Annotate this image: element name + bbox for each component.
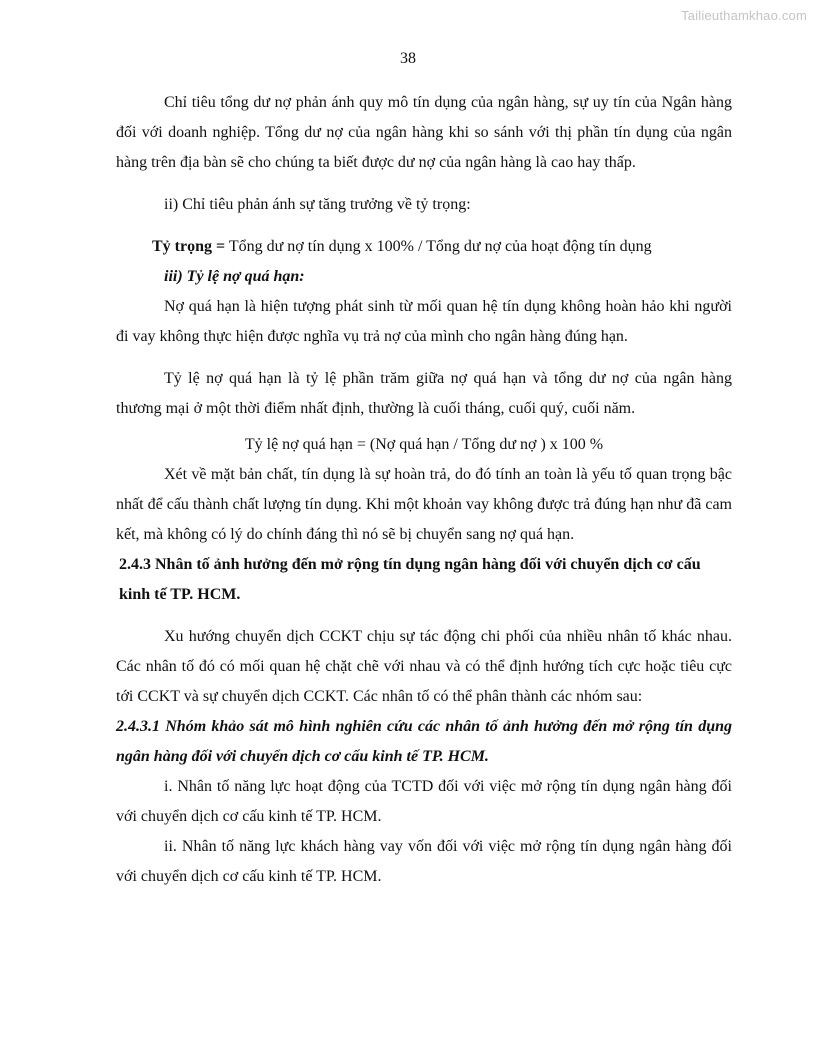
list-item-ii: ii. Nhân tố năng lực khách hàng vay vốn đối với việc mở rộng tín dụng ngân hàng đối với chuyển dịch cơ cấu kinh tế TP. HCM. <box>116 838 732 885</box>
paragraph-total-debt: Chỉ tiêu tổng dư nợ phản ánh quy mô tín dụng của ngân hàng, sự uy tín của Ngân hàng đối với doanh nghiệp. Tổng dư nợ của ngân hàng khi so sánh với thị phần tín dụng của ngân hàng trên địa bàn sẽ cho chúng ta biết được dư nợ của ngân hàng là cao hay thấp. <box>116 94 732 171</box>
formula-proportion-text: Tổng dư nợ tín dụng x 100% / Tổng dư nợ của hoạt động tín dụng <box>225 238 652 255</box>
item-ii-growth-ratio: ii) Chỉ tiêu phản ánh sự tăng trưởng về tỷ trọng: <box>164 196 471 213</box>
paragraph-factors: Xu hướng chuyển dịch CCKT chịu sự tác động chi phối của nhiều nhân tố khác nhau. Các nhân tố đó có mối quan hệ chặt chẽ với nhau và có thể định hướng tích cực hoặc tiêu cực tới CCKT và sự chuyển dịch CCKT. Các nhân tố có thể phân thành các nhóm sau: <box>116 628 732 705</box>
watermark: Tailieuthamkhao.com <box>681 8 807 23</box>
paragraph-credit-nature: Xét về mặt bản chất, tín dụng là sự hoàn trả, do đó tính an toàn là yếu tố quan trọng bậc nhất để cấu thành chất lượng tín dụng. Khi một khoản vay không được trả đúng hạn như đã cam kết, mà không có lý do chính đáng thì nó sẽ bị chuyển sang nợ quá hạn. <box>116 466 732 543</box>
subsection-heading-2-4-3-1: 2.4.3.1 Nhóm khảo sát mô hình nghiên cứu các nhân tố ảnh hưởng đến mở rộng tín dụng ngân hàng đối với chuyển dịch cơ cấu kinh tế TP. HCM. <box>116 718 732 765</box>
formula-proportion <box>152 232 732 262</box>
page-number: 38 <box>400 50 416 67</box>
paragraph-overdue-debt: Nợ quá hạn là hiện tượng phát sinh từ mối quan hệ tín dụng không hoàn hảo khi người đi vay không thực hiện được nghĩa vụ trả nợ của mình cho ngân hàng đúng hạn. <box>116 298 732 345</box>
formula-proportion-label: Tỷ trọng = <box>152 238 226 255</box>
formula-overdue-ratio: Tỷ lệ nợ quá hạn = (Nợ quá hạn / Tổng dư nợ ) x 100 % <box>244 436 604 453</box>
list-item-i: i. Nhân tố năng lực hoạt động của TCTD đối với việc mở rộng tín dụng ngân hàng đối với chuyển dịch cơ cấu kinh tế TP. HCM. <box>116 778 732 825</box>
section-heading-2-4-3: 2.4.3 Nhân tố ảnh hưởng đến mở rộng tín dụng ngân hàng đối với chuyển dịch cơ cấu kinh tế TP. HCM. <box>119 556 701 603</box>
document-body <box>116 88 732 892</box>
paragraph-overdue-ratio: Tỷ lệ nợ quá hạn là tỷ lệ phần trăm giữa nợ quá hạn và tổng dư nợ của ngân hàng thương mại ở một thời điểm nhất định, thường là cuối tháng, cuối quý, cuối năm. <box>116 370 732 417</box>
item-iii-overdue-ratio: iii) Tỷ lệ nợ quá hạn: <box>164 268 305 285</box>
